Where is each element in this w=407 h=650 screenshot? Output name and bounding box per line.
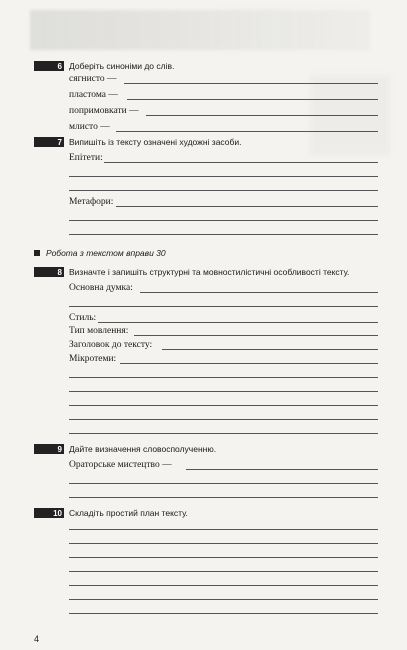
task-number-badge: 6 <box>34 61 64 71</box>
answer-line[interactable] <box>116 131 378 132</box>
answer-line[interactable] <box>69 306 378 307</box>
task-instruction: Складіть простий план тексту. <box>69 508 188 518</box>
field-label-main-idea: Основна думка: <box>69 283 133 293</box>
task-number-badge: 9 <box>34 444 64 454</box>
answer-line[interactable] <box>69 613 378 614</box>
answer-line[interactable] <box>134 335 378 336</box>
answer-line[interactable] <box>69 190 378 191</box>
field-label-speech-type: Тип мовлення: <box>69 326 129 336</box>
task-number-badge: 8 <box>34 267 64 277</box>
answer-line[interactable] <box>69 599 378 600</box>
answer-line[interactable] <box>69 234 378 235</box>
section-heading <box>34 248 166 258</box>
synonym-word: пластома — <box>69 90 118 100</box>
answer-line[interactable] <box>124 83 378 84</box>
task-8-header <box>34 267 349 277</box>
section-marker-icon <box>34 250 40 256</box>
answer-line[interactable] <box>120 363 378 364</box>
task-number-badge: 10 <box>34 508 64 518</box>
answer-line[interactable] <box>162 349 378 350</box>
field-label-microthemes: Мікротеми: <box>69 354 117 364</box>
field-label-text-title: Заголовок до тексту: <box>69 340 153 350</box>
task-instruction: Випишіть із тексту означені художні засоби. <box>69 137 242 147</box>
answer-line[interactable] <box>69 405 378 406</box>
answer-line[interactable] <box>127 99 378 100</box>
answer-line[interactable] <box>69 585 378 586</box>
answer-line[interactable] <box>69 377 378 378</box>
answer-line[interactable] <box>69 529 378 530</box>
task-9-header <box>34 444 216 454</box>
answer-line[interactable] <box>69 433 378 434</box>
answer-line[interactable] <box>69 176 378 177</box>
field-label-epithets: Епітети: <box>69 153 103 163</box>
task-instruction: Доберіть синоніми до слів. <box>69 61 175 71</box>
task-instruction: Визначте і запишіть структурні та мовностилістичні особливості тексту. <box>69 267 350 277</box>
synonym-word: млисто — <box>69 122 110 132</box>
task-number-badge: 7 <box>34 137 64 147</box>
task-7-header <box>34 137 241 147</box>
answer-line[interactable] <box>69 220 378 221</box>
answer-line[interactable] <box>69 557 378 558</box>
answer-line[interactable] <box>69 483 378 484</box>
field-label-style: Стиль: <box>69 313 97 323</box>
task-instruction: Дайте визначення словосполученню. <box>69 444 217 454</box>
answer-line[interactable] <box>69 543 378 544</box>
answer-line[interactable] <box>104 162 378 163</box>
answer-line[interactable] <box>140 292 378 293</box>
answer-line[interactable] <box>146 115 378 116</box>
answer-line[interactable] <box>69 391 378 392</box>
answer-line[interactable] <box>69 497 378 498</box>
synonym-word: сягнисто — <box>69 74 117 84</box>
answer-line[interactable] <box>69 419 378 420</box>
answer-line[interactable] <box>116 206 378 207</box>
answer-line[interactable] <box>69 571 378 572</box>
answer-line[interactable] <box>98 322 378 323</box>
synonym-word: попримовкати — <box>69 106 139 116</box>
task-10-header <box>34 508 188 518</box>
bleed-through-shadow <box>30 10 370 50</box>
answer-line[interactable] <box>186 469 378 470</box>
section-title: Робота з текстом вправи 30 <box>46 248 166 258</box>
page-number: 4 <box>34 634 40 644</box>
term-label: Ораторське мистецтво — <box>69 460 172 470</box>
field-label-metaphors: Метафори: <box>69 197 114 207</box>
task-6-header <box>34 61 174 71</box>
